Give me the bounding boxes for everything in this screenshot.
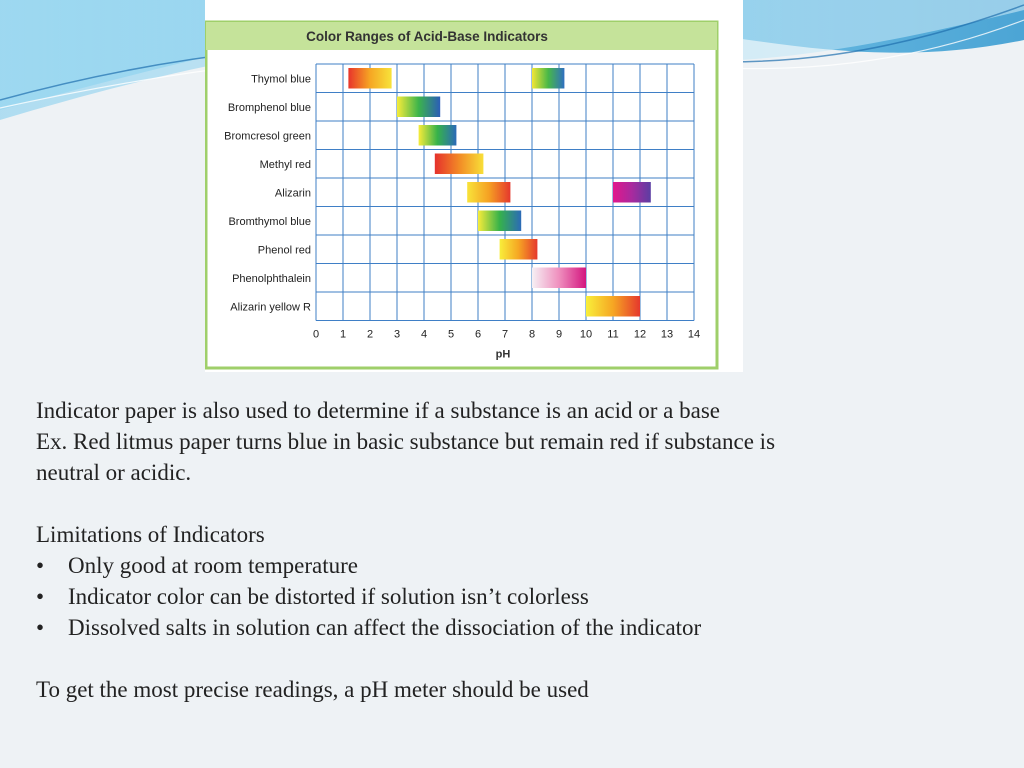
indicator-color-range-bar	[478, 211, 521, 232]
indicator-label: Bromphenol blue	[227, 101, 311, 114]
indicator-label: Alizarin	[274, 187, 311, 200]
indicator-color-range-bar	[532, 68, 564, 89]
x-tick-label: 2	[366, 328, 374, 341]
x-tick-label: 0	[312, 328, 320, 341]
indicator-color-range-bar	[397, 97, 440, 118]
x-tick-label: 9	[555, 328, 563, 341]
litmus-example-line-cont: neutral or acidic.	[36, 460, 192, 485]
indicator-label: Thymol blue	[251, 73, 311, 86]
indicator-label: Phenol red	[257, 244, 311, 257]
bullet-marker: •	[36, 553, 45, 578]
indicator-chart	[205, 0, 743, 372]
x-axis-label: pH	[495, 348, 511, 361]
indicator-label: Phenolphthalein	[232, 272, 311, 285]
indicator-color-range-bar	[613, 182, 651, 203]
indicator-label: Bromthymol blue	[228, 215, 311, 228]
indicator-color-range-bar	[348, 68, 391, 89]
bullet-text: Indicator color can be distorted if solution isn’t colorless	[68, 584, 589, 609]
slide-body	[36, 395, 996, 705]
indicator-color-range-bar	[500, 239, 538, 260]
x-tick-label: 3	[393, 328, 401, 341]
x-tick-label: 5	[447, 328, 455, 341]
x-tick-label: 6	[474, 328, 482, 341]
x-tick-label: 11	[607, 328, 619, 341]
bullet-text: Dissolved salts in solution can affect the dissociation of the indicator	[68, 615, 702, 640]
bullet-item	[36, 550, 996, 581]
x-tick-label: 13	[660, 328, 674, 341]
x-tick-label: 12	[633, 328, 647, 341]
bullet-item	[36, 612, 996, 643]
indicator-chart-panel	[205, 0, 743, 372]
indicator-label: Alizarin yellow R	[230, 301, 311, 314]
litmus-example-line: Ex. Red litmus paper turns blue in basic substance but remain red if substance is	[36, 429, 776, 454]
indicator-label: Methyl red	[259, 158, 311, 171]
bullet-marker: •	[36, 615, 45, 640]
bullet-marker: •	[36, 584, 45, 609]
indicator-label: Bromcresol green	[224, 130, 311, 143]
indicator-color-range-bar	[419, 125, 457, 146]
indicator-color-range-bar	[532, 268, 586, 289]
x-tick-label: 7	[501, 328, 509, 341]
ph-meter-conclusion: To get the most precise readings, a pH meter should be used	[36, 677, 589, 702]
indicator-color-range-bar	[586, 296, 640, 317]
indicator-color-range-bar	[435, 154, 484, 175]
x-tick-label: 10	[579, 328, 593, 341]
x-tick-label: 8	[528, 328, 536, 341]
limitations-heading: Limitations of Indicators	[36, 522, 265, 547]
chart-title: Color Ranges of Acid-Base Indicators	[306, 29, 548, 44]
bullet-item	[36, 581, 996, 612]
indicator-color-range-bar	[467, 182, 510, 203]
x-tick-label: 1	[339, 328, 347, 341]
indicator-paper-line: Indicator paper is also used to determine if a substance is an acid or a base	[36, 398, 721, 423]
x-tick-label: 14	[687, 328, 701, 341]
bullet-text: Only good at room temperature	[68, 553, 358, 578]
x-tick-label: 4	[420, 328, 428, 341]
